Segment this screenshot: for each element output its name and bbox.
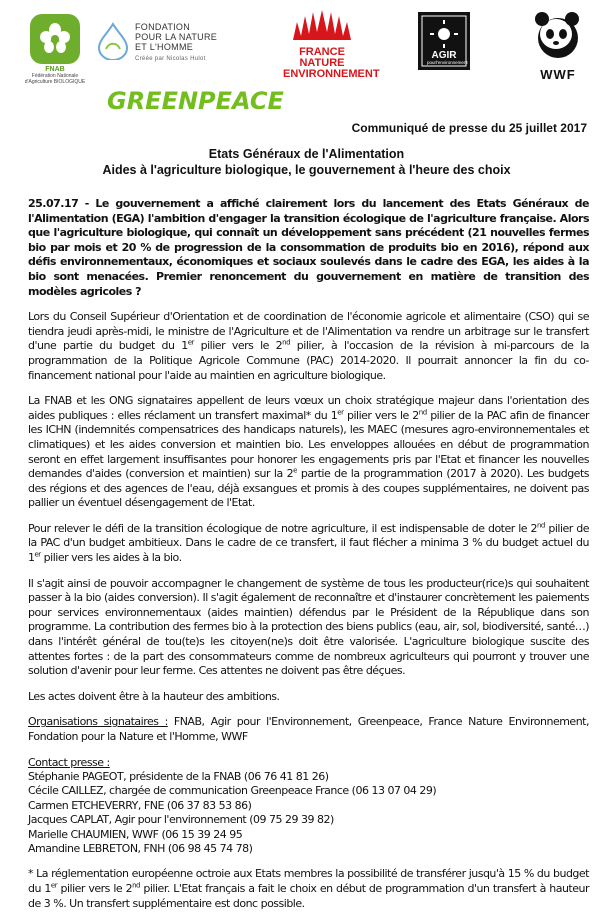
footnote: * La réglementation européenne octroie aux Etats membres la possibilité de transférer jusqu'à 15 % du budget du 1er pilier vers le 2nd pilier. L'Etat français a fait le choix en début de programmation d'un transfert à hauteur de 3 %. Un transfert supplémentaire est donc possible. xyxy=(28,867,589,910)
agir-line2: pour xyxy=(427,60,437,65)
fnh-line3: ET L'HOMME xyxy=(135,42,194,52)
paragraph-4: Il s'agit ainsi de pouvoir accompagner le changement de système de tous les producteur(rice)s qui souhaitent passer à la bio (aides conversion). Il s'agit également de reconnaître et d'instaurer concrètement les paiements pour services environnementaux (aides maintien) défendus par le Président de la République dans son programme. La contribution des fermes bio à la protection des biens publics (eau, air, sol, biodiversité, santé…) dans l'intérêt général de tou(te)s les citoyen(ne)s doit être valorisée. L'agriculture biologique suscite des attentes fortes : de la part des consommateurs comme de nombreux agriculteurs qui pourront y trouver une solution d'avenir pour leur ferme. Ces attentes ne doivent pas être déçues. xyxy=(28,576,589,678)
lead-paragraph: 25.07.17 - Le gouvernement a affiché clairement lors du lancement des Etats Généraux de l'Alimentation (EGA) l'ambition d'engager la transition écologique de l'agriculture française. Alors que l'agriculture biologique, qui connaît un développement sans précédent (21 nouvelles fermes bio par mois et 20 % de progression de la consommation de produits bio en 2016), répond aux défis environnementaux, économiques et sociaux soulevés dans le cadre des EGA, les aides à la bio sont menacées. Premier renoncement du gouvernement en matière de transition des modèles agricoles ? xyxy=(28,197,589,298)
fnab-logo xyxy=(20,14,90,85)
fne-hedgehog-icon xyxy=(287,10,357,42)
fnh-logo xyxy=(97,22,227,64)
title-block xyxy=(0,146,613,178)
document-body xyxy=(28,197,589,922)
press-release-date: Communiqué de presse du 25 juillet 2017 xyxy=(351,121,587,135)
contact-item: Carmen ETCHEVERRY, FNE (06 37 83 53 86) xyxy=(28,798,252,812)
contact-item: Amandine LEBRETON, FNH (06 98 45 74 78) xyxy=(28,842,253,856)
paragraph-5: Les actes doivent être à la hauteur des ambitions. xyxy=(28,689,280,703)
contact-item: Marielle CHAUMIEN, WWF (06 15 39 24 95 xyxy=(28,827,243,841)
contact-item: Jacques CAPLAT, Agir pour l'environnement (09 75 29 39 82) xyxy=(28,813,334,827)
fnh-line2: POUR LA NATURE xyxy=(135,32,218,42)
signatory-organisations xyxy=(28,715,589,744)
agir-line1: AGIR xyxy=(431,50,457,61)
title-2: Aides à l'agriculture biologique, le gouvernement à l'heure des choix xyxy=(102,163,511,177)
fnab-name: FNAB xyxy=(45,66,65,73)
fnh-tagline: Créée par Nicolas Hulot xyxy=(135,56,206,62)
contact-item: Stéphanie PAGEOT, présidente de la FNAB (06 76 41 81 26) xyxy=(28,770,329,783)
fne-logo xyxy=(283,10,380,80)
fnab-subtitle: Fédération Nationale d'Agriculture BIOLOGIQUE xyxy=(24,73,86,85)
orgs-text: FNAB, Agir pour l'Environnement, Greenpeace, France Nature Environnement, Fondation pour la Nature et l'Homme, WWF xyxy=(28,715,589,743)
logo-banner xyxy=(0,0,613,115)
paragraph-2: La FNAB et les ONG signataires appellent de leurs vœux un choix stratégique majeur dans l'orientation des aides publiques : elles réclament un transfert maximal* du 1er pilier vers le 2nd pilier de la PAC afin de financer les ICHN (indemnités compensatrices des handicaps naturels), les MAEC (mesures agro-environnementales et climatiques) et les aides conversion et maintien bio. Les enveloppes allouées en début de programmation seront en effet largement insuffisantes pour honorer les engagements pris par l'Etat et financer les nouvelles demandes d'aides (conversion et maintien) sur la 2e partie de la programmation (2017 à 2020). Les budgets des régions et des agences de l'eau, déjà exsangues et promis à des coupes supplémentaires, ne doivent pas pallier un éventuel désengagement de l'Etat. xyxy=(28,394,590,510)
paragraph-1: Lors du Conseil Supérieur d'Orientation et de coordination de l'économie agricole et alimentaire (CSO) qui se tiendra jeudi après-midi, le ministre de l'Agriculture et de l'Alimentation va rendre un arbitrage sur le transfert d'une partie du budget du 1er pilier vers le 2nd pilier, à l'occasion de la révision à mi-parcours de la programmation de la Politique Agricole Commune (PAC) 2014-2020. Il pourrait annoncer la fin du co-financement national pour l'aide au maintien en agriculture biologique. xyxy=(28,310,589,382)
agir-line3: l'environnement xyxy=(436,60,468,65)
press-contacts xyxy=(28,756,589,857)
fne-line2: ENVIRONNEMENT xyxy=(283,68,380,80)
fne-line1: FRANCE NATURE xyxy=(299,46,345,69)
fnab-flower-icon xyxy=(30,14,80,64)
agir-logo xyxy=(418,12,470,70)
agir-badge-icon xyxy=(418,12,470,70)
title-1: Etats Généraux de l'Alimentation xyxy=(208,147,405,161)
fnh-drop-icon xyxy=(97,22,129,60)
panda-icon xyxy=(532,10,584,60)
paragraph-3: Pour relever le défi de la transition écologique de notre agriculture, il est indispensable de doter le 2nd pilier de la PAC d'un budget ambitieux. Dans le cadre de ce transfert, il faut flécher a minima 3 % du budget actuel du 1er pilier vers les aides à la bio. xyxy=(28,521,589,565)
wwf-name: WWF xyxy=(540,67,576,82)
contact-item: Cécile CAILLEZ, chargée de communication Greenpeace France (06 13 07 04 29) xyxy=(28,784,437,798)
wwf-logo xyxy=(528,10,588,82)
greenpeace-logo: GREENPEACE xyxy=(107,87,284,115)
contacts-label: Contact presse : xyxy=(28,755,110,769)
fnh-line1: FONDATION xyxy=(135,22,191,32)
orgs-label: Organisations signataires : xyxy=(28,715,168,729)
